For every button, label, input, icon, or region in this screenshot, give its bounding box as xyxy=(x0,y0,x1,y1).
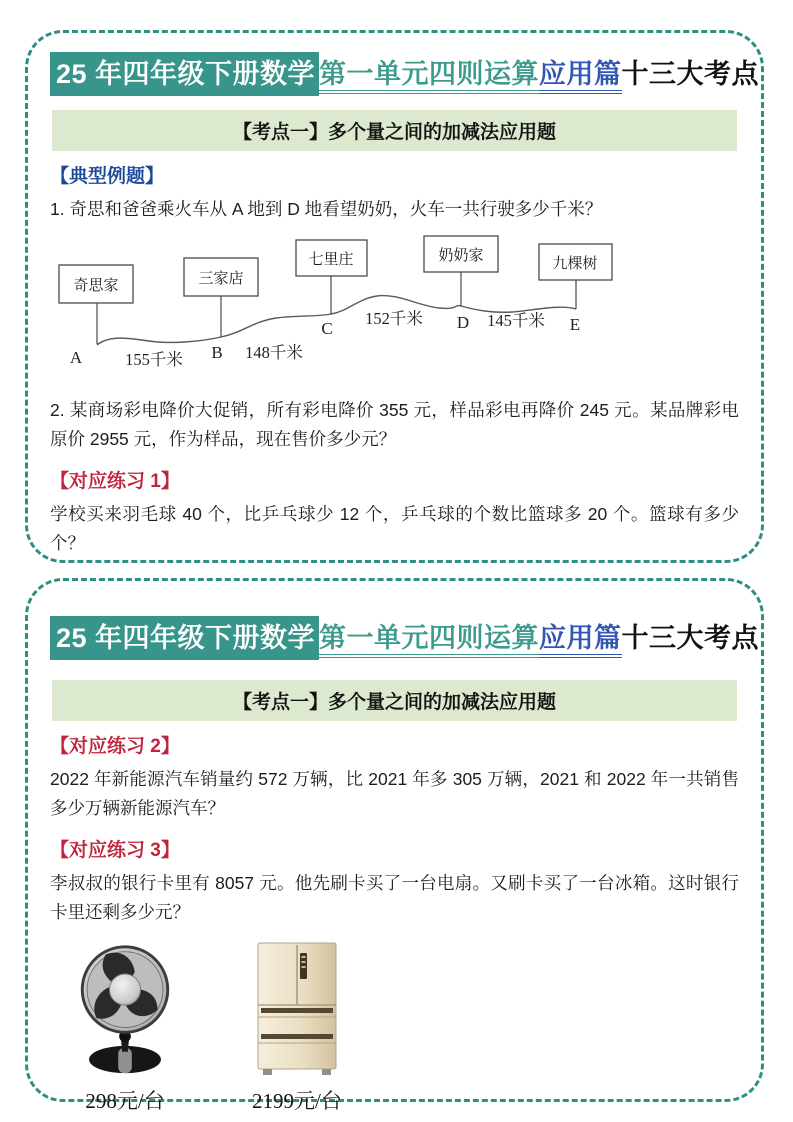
distance-label: 152千米 xyxy=(365,309,423,329)
appliance-images-row xyxy=(76,941,739,1115)
title-rest: 十三大考点 xyxy=(621,59,760,89)
fan-figure xyxy=(76,941,174,1115)
problem-1-text: 1. 奇思和爸爸乘火车从 A 地到 D 地看望奶奶，火车一共行驶多少千米？ xyxy=(50,199,603,220)
practice-2-text: 2022 年新能源汽车销量约 572 万辆，比 2021 年多 305 万辆，2021 和 2022 年一共销售多少万辆新能源汽车？ xyxy=(50,769,739,819)
title-unit: 第一单元四则运算 xyxy=(319,623,539,658)
point-letter: C xyxy=(321,319,333,339)
example-label: 【典型例题】 xyxy=(50,166,165,188)
station-name: 奶奶家 xyxy=(438,248,484,265)
section-header: 【考点一】多个量之间的加减法应用题 xyxy=(52,110,737,151)
worksheet-panel-1 xyxy=(25,30,764,563)
title-highlight: 25 年四年级下册数学 xyxy=(50,616,319,660)
station-name: 七里庄 xyxy=(308,252,354,269)
page-title xyxy=(50,55,760,94)
problem-2-text: 2. 某商场彩电降价大促销，所有彩电降价 355 元，样品彩电再降价 245 元。某品牌彩电原价 2955 元，作为样品，现在售价多少元？ xyxy=(50,400,739,450)
point-letter: B xyxy=(211,343,223,363)
fridge-price: 2199元/台 xyxy=(252,1089,342,1114)
practice-3-label: 【对应练习 3】 xyxy=(50,840,180,862)
page-title xyxy=(50,619,760,658)
refrigerator-image xyxy=(255,941,339,1077)
practice-2-label: 【对应练习 2】 xyxy=(50,736,180,758)
practice-1-label: 【对应练习 1】 xyxy=(50,471,180,493)
title-app: 应用篇 xyxy=(539,623,622,658)
point-letter: A xyxy=(69,348,83,368)
distance-label: 155千米 xyxy=(125,350,183,370)
practice-1-text: 学校买来羽毛球 40 个，比乒乓球少 12 个，乒乓球的个数比篮球多 20 个。篮球有多少个？ xyxy=(50,504,739,554)
title-highlight: 25 年四年级下册数学 xyxy=(50,52,319,96)
station-name: 九棵树 xyxy=(552,256,598,273)
worksheet-panel-2 xyxy=(25,578,764,1114)
electric-fan-image xyxy=(76,941,174,1077)
railway-distance-diagram xyxy=(54,232,684,374)
title-rest: 十三大考点 xyxy=(621,623,760,653)
point-letter: D xyxy=(456,313,470,333)
point-letter: E xyxy=(569,315,581,335)
distance-label: 148千米 xyxy=(245,343,303,363)
practice-3-text: 李叔叔的银行卡里有 8057 元。他先刷卡买了一台电扇。又刷卡买了一台冰箱。这时银行卡里还剩多少元？ xyxy=(50,873,739,923)
fridge-figure xyxy=(252,941,342,1115)
fan-price: 298元/台 xyxy=(85,1089,165,1114)
title-unit: 第一单元四则运算 xyxy=(319,59,539,94)
station-name: 奇思家 xyxy=(73,278,119,295)
station-name: 三家店 xyxy=(198,271,244,288)
title-app: 应用篇 xyxy=(539,59,622,94)
section-header: 【考点一】多个量之间的加减法应用题 xyxy=(52,680,737,721)
distance-label: 145千米 xyxy=(487,311,545,331)
